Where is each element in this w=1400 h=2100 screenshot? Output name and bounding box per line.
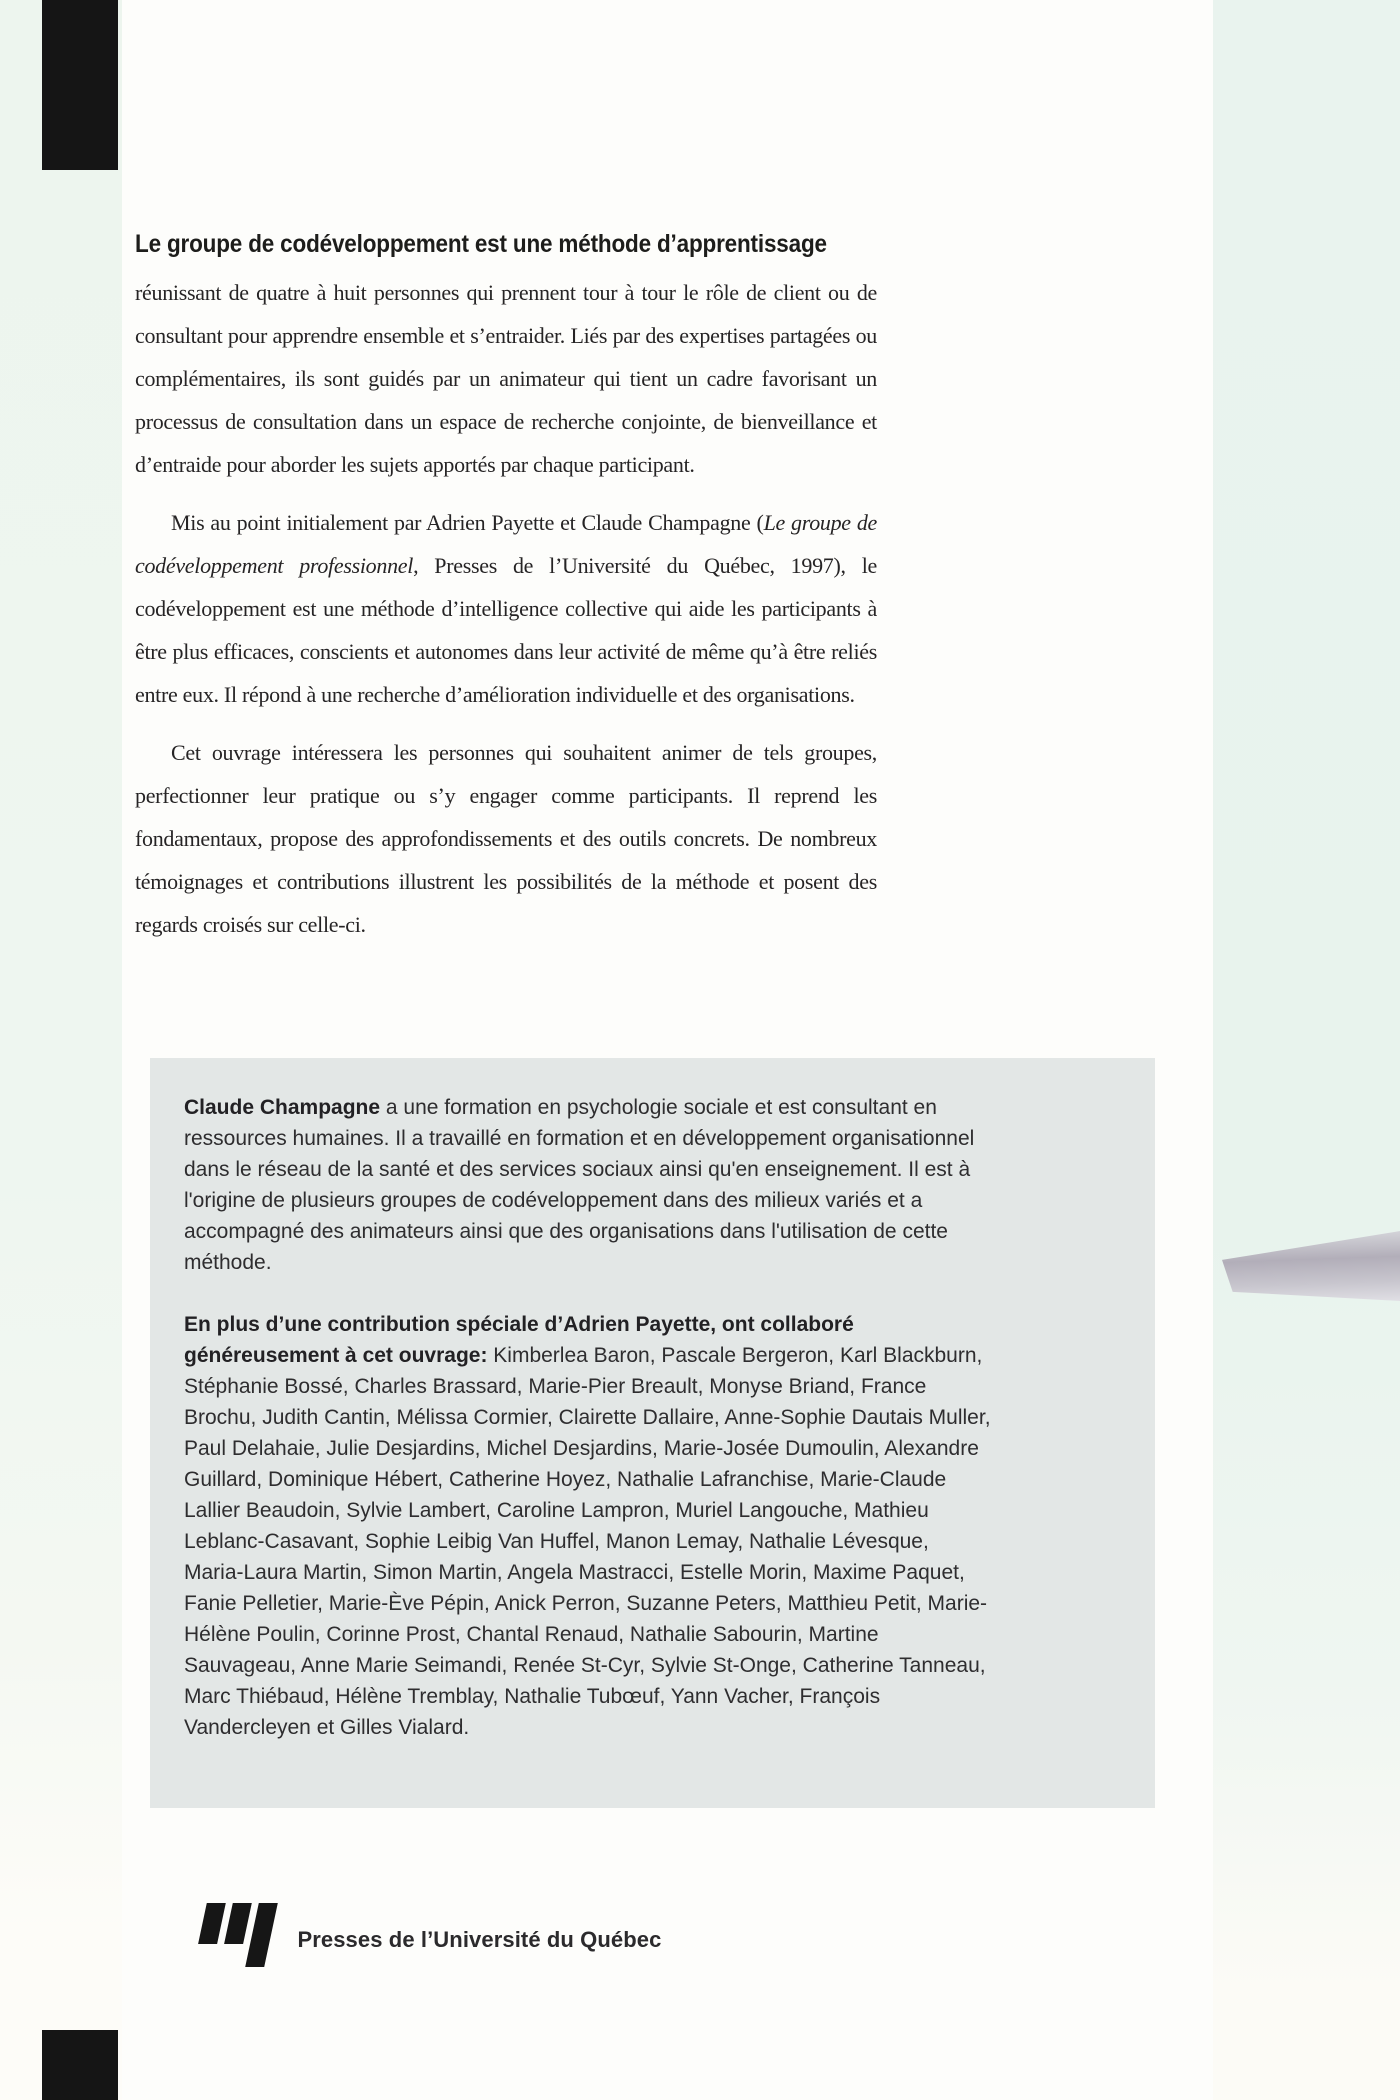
book-tagline-heading: Le groupe de codéveloppement est une méthode d’apprentissage [135, 230, 827, 258]
contributors-intro: En plus d’une contribution spéciale d’Adrien Payette, ont collaboré généreusement à cet ouvrage: [184, 1313, 854, 1367]
origin-paragraph [135, 501, 877, 716]
black-crop-mark-top [42, 0, 118, 170]
author-name: Claude Champagne [184, 1096, 381, 1119]
origin-paragraph-prefix: Mis au point initialement par Adrien Payette et Claude Champagne ( [171, 510, 764, 535]
origin-paragraph-suffix: , Presses de l’Université du Québec, 1997), le codéveloppement est une méthode d’intelligence collective qui aide les participants à être plus efficaces, conscients et autonomes dans leur activité de même qu’à être reliés entre eux. Il répond à une recherche d’amélioration individuelle et des organisations. [135, 553, 877, 707]
back-cover-text-block [135, 230, 877, 946]
publisher-name: Presses de l’Université du Québec [297, 1927, 662, 1952]
referenced-book-title: Le groupe de codéveloppement professionnel [135, 510, 878, 578]
publisher-footer [200, 1903, 661, 1967]
contributors-list: Kimberlea Baron, Pascale Bergeron, Karl Blackburn, Stéphanie Bossé, Charles Brassard, Marie-Pier Breault, Monyse Briand, France Brochu, Judith Cantin, Mélissa Cormier, Clairette Dallaire, Anne-Sophie Dautais Muller, Paul Delahaie, Julie Desjardins, Michel Desjardins, Marie-Josée Dumoulin, Alexandre Guillard, Dominique Hébert, Catherine Hoyez, Nathalie Lafranchise, Marie-Claude Lallier Beaudoin, Sylvie Lambert, Caroline Lampron, Muriel Langouche, Mathieu Leblanc-Casavant, Sophie Leibig Van Huffel, Manon Lemay, Nathalie Lévesque, Maria-Laura Martin, Simon Martin, Angela Mastracci, Estelle Morin, Maxime Paquet, Fanie Pelletier, Marie-Ève Pépin, Anick Perron, Suzanne Peters, Matthieu Petit, Marie-Hélène Poulin, Corinne Prost, Chantal Renaud, Nathalie Sabourin, Martine Sauvageau, Anne Marie Seimandi, Renée St-Cyr, Sylvie St-Onge, Catherine Tanneau, Marc Thiébaud, Hélène Tremblay, Nathalie Tubœuf, Yann Vacher, François Vandercleyen et Gilles Vialard. [184, 1344, 991, 1739]
author-bio-paragraph [184, 1092, 992, 1278]
intro-paragraph: réunissant de quatre à huit personnes qui prennent tour à tour le rôle de client ou de consultant pour apprendre ensemble et s’entraider. Liés par des expertises partagées ou complémentaires, ils sont guidés par un animateur qui tient un cadre favorisant un processus de consultation dans un espace de recherche conjointe, de bienveillance et d’entraide pour aborder les sujets apportés par chaque participant. [135, 280, 877, 477]
author-bio-text: a une formation en psychologie sociale et est consultant en ressources humaines. Il a travaillé en formation et en développement organisationnel dans le réseau de la santé et des services sociaux ainsi qu'en enseignement. Il est à l'origine de plusieurs groupes de codéveloppement dans des milieux variés et a accompagné des animateurs ainsi que des organisations dans l'utilisation de cette méthode. [184, 1096, 975, 1274]
black-crop-mark-bottom [42, 2030, 118, 2100]
author-bio-box [150, 1058, 1155, 1808]
contributors-paragraph [184, 1309, 992, 1743]
left-accent-band [0, 0, 122, 2100]
audience-paragraph: Cet ouvrage intéressera les personnes qui souhaitent animer de tels groupes, perfectionner leur pratique ou s’y engager comme participants. Il reprend les fondamentaux, propose des approfondissements et des outils concrets. De nombreux témoignages et contributions illustrent les possibilités de la méthode et posent des regards croisés sur celle-ci. [135, 740, 877, 937]
puq-logo-icon [193, 1903, 278, 1967]
right-accent-band [1213, 0, 1400, 2100]
